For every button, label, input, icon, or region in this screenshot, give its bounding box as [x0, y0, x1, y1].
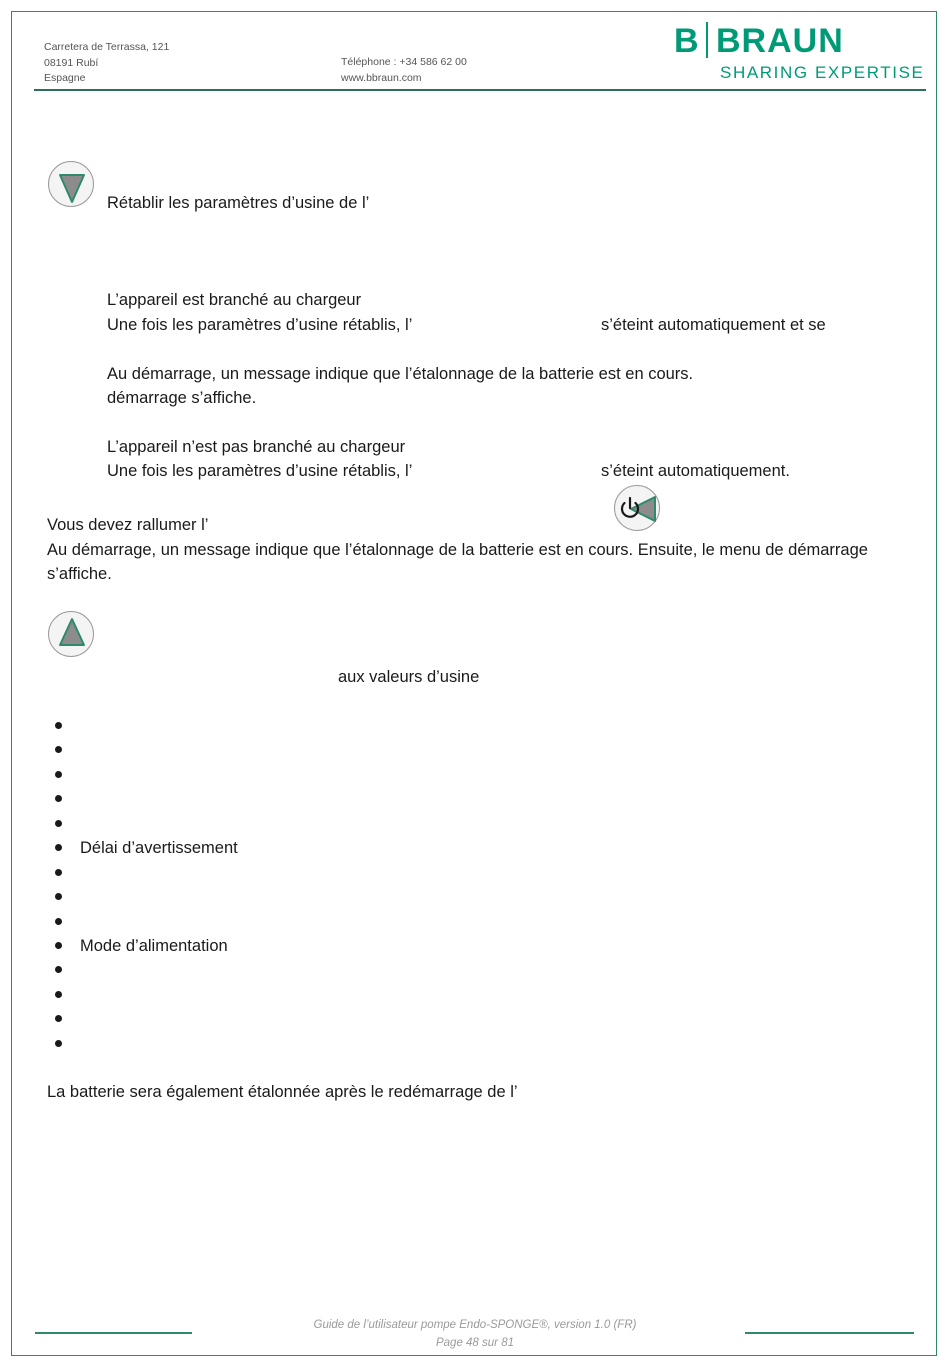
list-item-power-mode: Mode d’alimentation [80, 937, 228, 955]
restart-line-2: Au démarrage, un message indique que l’étalonnage de la batterie est en cours. Ensuite, le menu de démarrage [47, 541, 868, 559]
list-bullet [55, 1040, 62, 1047]
website: www.bbraun.com [341, 71, 422, 84]
company-address [44, 40, 169, 87]
header-rule [34, 89, 926, 91]
list-bullet [55, 771, 62, 778]
restart-line-3: s’affiche. [47, 565, 112, 583]
factory-values-label: aux valeurs d’usine [338, 668, 480, 686]
up-arrow-icon [48, 611, 94, 657]
charger-on-line-1a: Une fois les paramètres d’usine rétablis, l’ [107, 316, 413, 334]
list-bullet [55, 942, 62, 949]
list-bullet [55, 795, 62, 802]
list-item-warning-delay: Délai d’avertissement [80, 839, 238, 857]
logo-tagline: SHARING EXPERTISE [720, 63, 925, 82]
list-bullet [55, 844, 62, 851]
charger-off-line-1a: Une fois les paramètres d’usine rétablis, l’ [107, 462, 413, 480]
logo-separator [706, 22, 708, 58]
charger-off-title: L’appareil n’est pas branché au chargeur [107, 438, 406, 456]
list-bullet [55, 893, 62, 900]
down-arrow-icon [48, 161, 94, 207]
charger-off-line-1b: s’éteint automatiquement. [601, 462, 790, 480]
list-bullet [55, 918, 62, 925]
charger-on-line-3: démarrage s’affiche. [107, 389, 257, 407]
battery-note: La batterie sera également étalonnée après le redémarrage de l’ [47, 1083, 518, 1101]
company-contact [341, 55, 467, 86]
phone-number: Téléphone : +34 586 62 00 [341, 56, 467, 68]
address-line-2: 08191 Rubí [44, 56, 99, 69]
list-bullet [55, 722, 62, 729]
charger-on-line-2: Au démarrage, un message indique que l’étalonnage de la batterie est en cours. [107, 365, 694, 383]
list-bullet [55, 966, 62, 973]
power-back-icon [614, 485, 660, 531]
charger-on-line-1b: s’éteint automatiquement et se [601, 316, 826, 334]
charger-on-title: L’appareil est branché au chargeur [107, 291, 362, 309]
address-line-3: Espagne [44, 72, 86, 84]
footer-page-number: Page 48 sur 81 [435, 1337, 514, 1349]
footer-rule-right [745, 1332, 914, 1334]
list-bullet [55, 1015, 62, 1022]
footer-rule-left [35, 1332, 192, 1334]
restart-line: Vous devez rallumer l’ [47, 516, 209, 534]
address-line-1: Carretera de Terrassa, 121 [44, 41, 170, 53]
logo-name: BRAUN [716, 22, 844, 60]
reset-heading: Rétablir les paramètres d’usine de l’ [107, 194, 370, 212]
list-bullet [55, 991, 62, 998]
list-bullet [55, 820, 62, 827]
list-bullet [55, 746, 62, 753]
list-bullet [55, 869, 62, 876]
logo-mark: B [674, 22, 700, 60]
footer-guide-title: Guide de l’utilisateur pompe Endo-SPONGE®, version 1.0 (FR) [313, 1319, 637, 1331]
